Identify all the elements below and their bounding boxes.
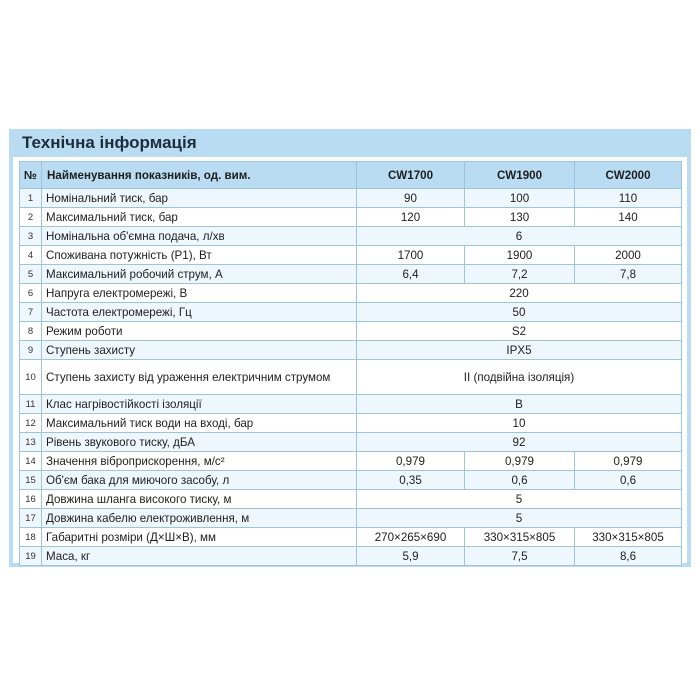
value-cell-all: II (подвійна ізоляція) (357, 360, 682, 395)
table-row (20, 227, 682, 246)
value-cell-all: IPX5 (357, 341, 682, 360)
parameter-name: Номінальний тиск, бар (42, 189, 357, 208)
value-cell-all: 6 (357, 227, 682, 246)
table-row (20, 395, 682, 414)
parameter-name: Максимальний тиск води на вході, бар (42, 414, 357, 433)
table-row (20, 528, 682, 547)
row-number: 15 (20, 471, 42, 490)
parameter-name: Рівень звукового тиску, дБА (42, 433, 357, 452)
table-row (20, 490, 682, 509)
value-cell-all: 220 (357, 284, 682, 303)
value-cell-2: 7,2 (465, 265, 575, 284)
value-cell-3: 2000 (575, 246, 682, 265)
parameter-name: Номінальна об'ємна подача, л/хв (42, 227, 357, 246)
header-name: Найменування показників, од. вим. (42, 162, 357, 189)
row-number: 19 (20, 547, 42, 566)
row-number: 5 (20, 265, 42, 284)
row-number: 4 (20, 246, 42, 265)
value-cell-3: 140 (575, 208, 682, 227)
value-cell-1: 270×265×690 (357, 528, 465, 547)
parameter-name: Габаритні розміри (Д×Ш×В), мм (42, 528, 357, 547)
value-cell-all: B (357, 395, 682, 414)
table-row (20, 414, 682, 433)
table-row (20, 208, 682, 227)
table-row (20, 265, 682, 284)
spec-table (19, 161, 682, 566)
header-model-1: CW1700 (357, 162, 465, 189)
table-header-row (20, 162, 682, 189)
parameter-name: Частота електромережі, Гц (42, 303, 357, 322)
parameter-name: Значення віброприскорення, м/с² (42, 452, 357, 471)
value-cell-1: 120 (357, 208, 465, 227)
table-row (20, 322, 682, 341)
row-number: 12 (20, 414, 42, 433)
row-number: 17 (20, 509, 42, 528)
parameter-name: Максимальний тиск, бар (42, 208, 357, 227)
value-cell-1: 6,4 (357, 265, 465, 284)
parameter-name: Споживана потужність (P1), Вт (42, 246, 357, 265)
value-cell-3: 330×315×805 (575, 528, 682, 547)
header-model-2: CW1900 (465, 162, 575, 189)
table-row (20, 284, 682, 303)
value-cell-2: 0,979 (465, 452, 575, 471)
row-number: 16 (20, 490, 42, 509)
parameter-name: Об'єм бака для миючого засобу, л (42, 471, 357, 490)
parameter-name: Маса, кг (42, 547, 357, 566)
table-row (20, 471, 682, 490)
value-cell-1: 90 (357, 189, 465, 208)
header-model-3: CW2000 (575, 162, 682, 189)
table-row (20, 547, 682, 566)
parameter-name: Довжина кабелю електроживлення, м (42, 509, 357, 528)
table-row (20, 452, 682, 471)
table-row (20, 509, 682, 528)
parameter-name: Напруга електромережі, В (42, 284, 357, 303)
value-cell-1: 1700 (357, 246, 465, 265)
value-cell-2: 100 (465, 189, 575, 208)
row-number: 3 (20, 227, 42, 246)
value-cell-3: 7,8 (575, 265, 682, 284)
value-cell-2: 330×315×805 (465, 528, 575, 547)
value-cell-2: 1900 (465, 246, 575, 265)
table-row (20, 341, 682, 360)
value-cell-1: 0,979 (357, 452, 465, 471)
table-row (20, 189, 682, 208)
parameter-name: Режим роботи (42, 322, 357, 341)
value-cell-3: 0,979 (575, 452, 682, 471)
row-number: 8 (20, 322, 42, 341)
row-number: 1 (20, 189, 42, 208)
value-cell-2: 130 (465, 208, 575, 227)
row-number: 7 (20, 303, 42, 322)
value-cell-3: 110 (575, 189, 682, 208)
row-number: 6 (20, 284, 42, 303)
row-number: 14 (20, 452, 42, 471)
parameter-name: Ступень захисту від ураження електричним струмом (42, 360, 357, 395)
table-row (20, 360, 682, 395)
value-cell-2: 0,6 (465, 471, 575, 490)
value-cell-all: S2 (357, 322, 682, 341)
row-number: 18 (20, 528, 42, 547)
value-cell-all: 50 (357, 303, 682, 322)
parameter-name: Ступень захисту (42, 341, 357, 360)
table-row (20, 246, 682, 265)
table-row (20, 303, 682, 322)
value-cell-3: 8,6 (575, 547, 682, 566)
value-cell-1: 5,9 (357, 547, 465, 566)
value-cell-1: 0,35 (357, 471, 465, 490)
table-row (20, 433, 682, 452)
header-num: № (20, 162, 42, 189)
value-cell-all: 5 (357, 509, 682, 528)
row-number: 10 (20, 360, 42, 395)
row-number: 13 (20, 433, 42, 452)
page-title: Технічна інформація (22, 133, 197, 152)
value-cell-all: 5 (357, 490, 682, 509)
row-number: 11 (20, 395, 42, 414)
parameter-name: Довжина шланга високого тиску, м (42, 490, 357, 509)
row-number: 2 (20, 208, 42, 227)
value-cell-3: 0,6 (575, 471, 682, 490)
parameter-name: Максимальний робочий струм, А (42, 265, 357, 284)
row-number: 9 (20, 341, 42, 360)
parameter-name: Клас нагрівостійкості ізоляції (42, 395, 357, 414)
value-cell-2: 7,5 (465, 547, 575, 566)
value-cell-all: 10 (357, 414, 682, 433)
value-cell-all: 92 (357, 433, 682, 452)
